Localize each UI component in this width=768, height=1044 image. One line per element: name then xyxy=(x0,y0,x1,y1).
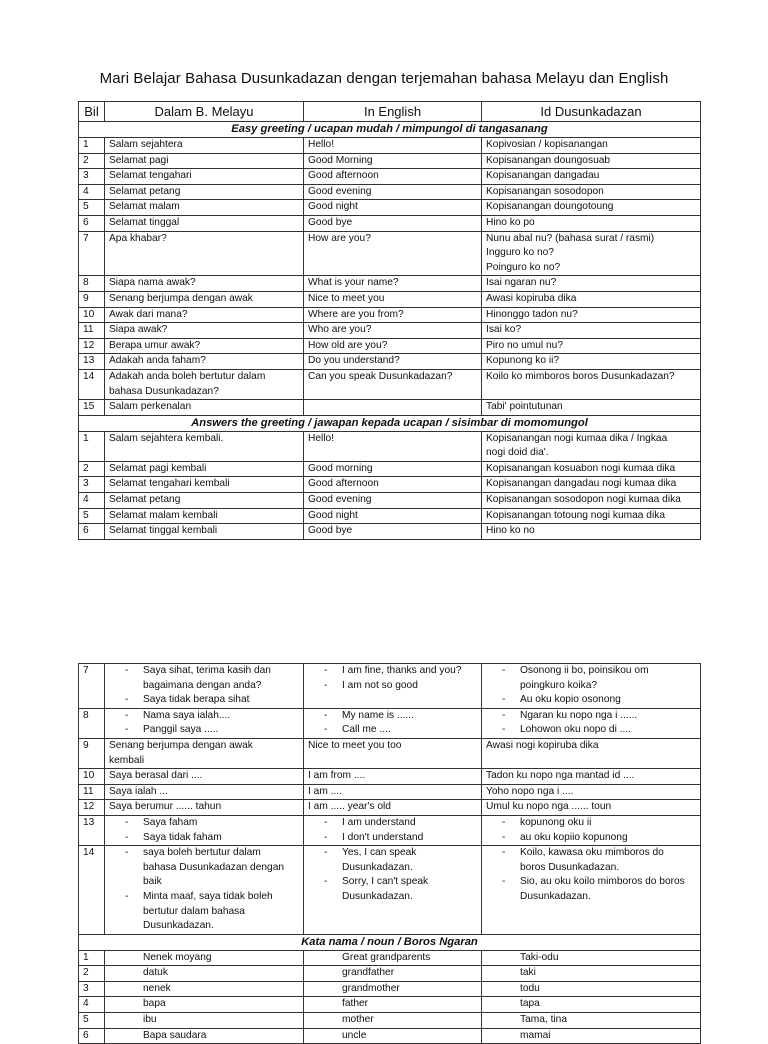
table-row xyxy=(79,769,701,785)
cell-melayu: Nenek moyang xyxy=(105,950,304,966)
cell-bil: 11 xyxy=(79,323,105,339)
bullet-item: - Ngaran ku nopo nga i ...... xyxy=(486,709,696,724)
cell-dusun xyxy=(482,708,701,738)
bullet-item: - Panggil saya ..... xyxy=(109,723,299,738)
cell-melayu: Selamat pagi kembali xyxy=(105,461,304,477)
cell-bil: 2 xyxy=(79,461,105,477)
cell-bil: 13 xyxy=(79,354,105,370)
cell-dusun: Awasi nogi kopiruba dika xyxy=(482,738,701,768)
cell-dusun: todu xyxy=(482,981,701,997)
table-row xyxy=(79,784,701,800)
greeting-table xyxy=(78,101,701,540)
cell-melayu: Senang berjumpa dengan awak xyxy=(105,291,304,307)
cell-english: How old are you? xyxy=(304,338,482,354)
cell-melayu: Selamat pagi xyxy=(105,153,304,169)
cell-bil: 8 xyxy=(79,708,105,738)
bullet-item: - kopunong oku ii xyxy=(486,816,696,831)
cell-english: I am ..... year's old xyxy=(304,800,482,816)
bullet-item: - Saya faham xyxy=(109,816,299,831)
cell-bil: 6 xyxy=(79,524,105,540)
cell-dusun: Tama, tina xyxy=(482,1013,701,1029)
cell-melayu: datuk xyxy=(105,966,304,982)
cell-english: Do you understand? xyxy=(304,354,482,370)
table-row xyxy=(79,276,701,292)
cell-bil: 5 xyxy=(79,508,105,524)
cell-dusun: Umul ku nopo nga ...... toun xyxy=(482,800,701,816)
cell-melayu: Selamat tinggal kembali xyxy=(105,524,304,540)
cell-melayu: Selamat tinggal xyxy=(105,215,304,231)
cell-english: Good afternoon xyxy=(304,169,482,185)
cell-bil: 4 xyxy=(79,493,105,509)
cell-english: Good night xyxy=(304,508,482,524)
table-row xyxy=(79,169,701,185)
header-row xyxy=(79,102,701,122)
cell-melayu xyxy=(105,846,304,935)
cell-english: Good Morning xyxy=(304,153,482,169)
cell-melayu xyxy=(105,369,304,399)
table-row xyxy=(79,431,701,461)
bullet-item: - I am fine, thanks and you? xyxy=(308,664,477,679)
table-row xyxy=(79,215,701,231)
cell-melayu: nenek xyxy=(105,981,304,997)
cell-melayu: Adakah anda faham? xyxy=(105,354,304,370)
cell-bil: 1 xyxy=(79,950,105,966)
table-row xyxy=(79,815,701,845)
cell-dusun: Kopisanangan dangadau xyxy=(482,169,701,185)
table-row xyxy=(79,997,701,1013)
cell-melayu: Selamat malam xyxy=(105,200,304,216)
cell-english: Where are you from? xyxy=(304,307,482,323)
cell-melayu: Siapa awak? xyxy=(105,323,304,339)
bullet-item: - Lohowon oku nopo di .... xyxy=(486,723,696,738)
cell-english: Good morning xyxy=(304,461,482,477)
cell-melayu xyxy=(105,708,304,738)
section-row xyxy=(79,122,701,138)
cell-bil: 11 xyxy=(79,784,105,800)
cell-english: Hello! xyxy=(304,138,482,154)
table-row xyxy=(79,477,701,493)
bullet-item: - Au oku kopio osonong xyxy=(486,693,696,708)
cell-bil: 12 xyxy=(79,800,105,816)
table-row xyxy=(79,708,701,738)
cell-bil: 15 xyxy=(79,400,105,416)
table-row xyxy=(79,981,701,997)
cell-dusun: Kopisanangan totoung nogi kumaa dika xyxy=(482,508,701,524)
cell-bil: 8 xyxy=(79,276,105,292)
cell-english: Good bye xyxy=(304,215,482,231)
table-row xyxy=(79,966,701,982)
cell-melayu xyxy=(105,738,304,768)
cell-dusun: Koilo ko mimboros boros Dusunkadazan? xyxy=(482,369,701,399)
cell-dusun: Yoho nopo nga i .... xyxy=(482,784,701,800)
cell-english xyxy=(304,664,482,709)
cell-bil: 10 xyxy=(79,307,105,323)
section-row xyxy=(79,934,701,950)
cell-english: Hello! xyxy=(304,431,482,461)
cell-melayu: Apa khabar? xyxy=(105,231,304,276)
cell-bil: 2 xyxy=(79,153,105,169)
table-row xyxy=(79,338,701,354)
cell-melayu: Awak dari mana? xyxy=(105,307,304,323)
cell-english: What is your name? xyxy=(304,276,482,292)
cell-bil: 5 xyxy=(79,200,105,216)
cell-english: Good afternoon xyxy=(304,477,482,493)
cell-line: Senang berjumpa dengan awak xyxy=(109,739,253,751)
cell-bil: 7 xyxy=(79,664,105,709)
cell-dusun: taki xyxy=(482,966,701,982)
section-row xyxy=(79,415,701,431)
cell-english: Can you speak Dusunkadazan? xyxy=(304,369,482,399)
cell-dusun: Kopisanangan dangadau nogi kumaa dika xyxy=(482,477,701,493)
table-row xyxy=(79,846,701,935)
bullet-item: - Minta maaf, saya tidak boleh bertutur dalam bahasa Dusunkadazan. xyxy=(109,890,299,934)
cell-dusun: Kopisanangan doungotoung xyxy=(482,200,701,216)
cell-melayu: bapa xyxy=(105,997,304,1013)
table-row xyxy=(79,323,701,339)
cell-dusun: tapa xyxy=(482,997,701,1013)
cell-line: nogi doid dia'. xyxy=(486,447,549,459)
table-row xyxy=(79,1028,701,1044)
cell-dusun: Hinonggo tadon nu? xyxy=(482,307,701,323)
section-greeting: Easy greeting / ucapan mudah / mimpungol di tangasanang xyxy=(79,122,701,138)
cell-bil: 4 xyxy=(79,184,105,200)
page-title: Mari Belajar Bahasa Dusunkadazan dengan terjemahan bahasa Melayu dan English xyxy=(99,70,669,87)
bullet-item: - I don't understand xyxy=(308,831,477,846)
cell-bil: 6 xyxy=(79,215,105,231)
table-row xyxy=(79,307,701,323)
cell-bil: 12 xyxy=(79,338,105,354)
section-noun: Kata nama / noun / Boros Ngaran xyxy=(79,934,701,950)
bullet-item: - Saya sihat, terima kasih dan bagaimana dengan anda? xyxy=(109,664,299,693)
cell-melayu: ibu xyxy=(105,1013,304,1029)
cell-dusun: Kopunong ko ii? xyxy=(482,354,701,370)
cell-melayu: Salam sejahtera kembali. xyxy=(105,431,304,461)
bullet-item: - I am understand xyxy=(308,816,477,831)
cell-english: father xyxy=(304,997,482,1013)
cell-line: kembali xyxy=(109,754,145,766)
cell-english: Great grandparents xyxy=(304,950,482,966)
cell-melayu: Selamat petang xyxy=(105,493,304,509)
cell-bil: 7 xyxy=(79,231,105,276)
cell-bil: 9 xyxy=(79,291,105,307)
table-row xyxy=(79,950,701,966)
table-row xyxy=(79,738,701,768)
header-dusun: Id Dusunkadazan xyxy=(482,102,701,122)
cell-english: Nice to meet you xyxy=(304,291,482,307)
cell-melayu: Salam sejahtera xyxy=(105,138,304,154)
table-row xyxy=(79,1013,701,1029)
bullet-item: - saya boleh bertutur dalam bahasa Dusunkadazan dengan baik xyxy=(109,846,299,890)
table-row xyxy=(79,800,701,816)
table-row xyxy=(79,400,701,416)
cell-bil: 9 xyxy=(79,738,105,768)
cell-dusun xyxy=(482,846,701,935)
cell-english: uncle xyxy=(304,1028,482,1044)
cell-dusun: Taki-odu xyxy=(482,950,701,966)
bullet-item: - Saya tidak berapa sihat xyxy=(109,693,299,708)
cell-english: mother xyxy=(304,1013,482,1029)
cell-bil: 3 xyxy=(79,981,105,997)
cell-dusun: Hino ko po xyxy=(482,215,701,231)
cell-bil: 1 xyxy=(79,431,105,461)
header-bil: Bil xyxy=(79,102,105,122)
table-row xyxy=(79,354,701,370)
header-english: In English xyxy=(304,102,482,122)
cell-bil: 13 xyxy=(79,815,105,845)
cell-dusun: Isai ko? xyxy=(482,323,701,339)
cell-dusun: mamai xyxy=(482,1028,701,1044)
cell-english: Good night xyxy=(304,200,482,216)
cell-dusun: Tabi' pointutunan xyxy=(482,400,701,416)
table-row xyxy=(79,200,701,216)
cell-bil: 4 xyxy=(79,997,105,1013)
cell-dusun: Kopisanangan sosodopon xyxy=(482,184,701,200)
cell-melayu: Selamat petang xyxy=(105,184,304,200)
cell-dusun: Awasi kopiruba dika xyxy=(482,291,701,307)
cell-english xyxy=(304,708,482,738)
cell-dusun: Piro no umul nu? xyxy=(482,338,701,354)
cell-dusun xyxy=(482,431,701,461)
cell-bil: 3 xyxy=(79,169,105,185)
cell-melayu: Siapa nama awak? xyxy=(105,276,304,292)
cell-english: grandmother xyxy=(304,981,482,997)
table-row xyxy=(79,153,701,169)
table-row xyxy=(79,369,701,399)
cell-dusun xyxy=(482,231,701,276)
cell-bil: 10 xyxy=(79,769,105,785)
bullet-item: - Osonong ii bo, poinsikou om poingkuro koika? xyxy=(486,664,696,693)
cell-melayu: Saya ialah ... xyxy=(105,784,304,800)
table-row xyxy=(79,493,701,509)
cell-bil: 1 xyxy=(79,138,105,154)
cell-bil: 6 xyxy=(79,1028,105,1044)
cell-english xyxy=(304,846,482,935)
table-row xyxy=(79,184,701,200)
cell-english: Good evening xyxy=(304,493,482,509)
cell-bil: 14 xyxy=(79,369,105,399)
cell-bil: 3 xyxy=(79,477,105,493)
cell-english: Nice to meet you too xyxy=(304,738,482,768)
cell-english: Who are you? xyxy=(304,323,482,339)
cell-dusun: Kopivosian / kopisanangan xyxy=(482,138,701,154)
cell-dusun: Kopisanangan kosuabon nogi kumaa dika xyxy=(482,461,701,477)
bullet-item: - au oku kopiio kopunong xyxy=(486,831,696,846)
continuation-table xyxy=(78,663,701,1044)
cell-melayu: Saya berasal dari .... xyxy=(105,769,304,785)
bullet-item: - I am not so good xyxy=(308,679,477,694)
header-melayu: Dalam B. Melayu xyxy=(105,102,304,122)
cell-dusun: Isai ngaran nu? xyxy=(482,276,701,292)
cell-melayu: Selamat malam kembali xyxy=(105,508,304,524)
cell-melayu xyxy=(105,815,304,845)
bullet-item: - Call me .... xyxy=(308,723,477,738)
cell-dusun xyxy=(482,815,701,845)
cell-melayu: Selamat tengahari xyxy=(105,169,304,185)
cell-line: Ingguro ko no? xyxy=(486,247,554,259)
table-row xyxy=(79,231,701,276)
cell-english: I am from .... xyxy=(304,769,482,785)
table-row xyxy=(79,291,701,307)
cell-dusun: Kopisanangan doungosuab xyxy=(482,153,701,169)
bullet-item: - Saya tidak faham xyxy=(109,831,299,846)
section-answers: Answers the greeting / jawapan kepada ucapan / sisimbar di momomungol xyxy=(79,415,701,431)
table-row xyxy=(79,508,701,524)
cell-english: How are you? xyxy=(304,231,482,276)
bullet-item: - Koilo, kawasa oku mimboros do boros Dusunkadazan. xyxy=(486,846,696,875)
cell-bil: 2 xyxy=(79,966,105,982)
cell-melayu xyxy=(105,664,304,709)
cell-dusun: Hino ko no xyxy=(482,524,701,540)
cell-english xyxy=(304,400,482,416)
cell-melayu: Salam perkenalan xyxy=(105,400,304,416)
cell-english: Good evening xyxy=(304,184,482,200)
bullet-item: - Nama saya ialah.... xyxy=(109,709,299,724)
cell-line: Nunu abal nu? (bahasa surat / rasmi) xyxy=(486,232,655,244)
cell-bil: 5 xyxy=(79,1013,105,1029)
table-row xyxy=(79,138,701,154)
cell-english: Good bye xyxy=(304,524,482,540)
cell-line: bahasa Dusunkadazan? xyxy=(109,385,219,397)
cell-line: Poinguro ko no? xyxy=(486,261,561,273)
cell-melayu: Bapa saudara xyxy=(105,1028,304,1044)
table-row xyxy=(79,524,701,540)
cell-english: I am .... xyxy=(304,784,482,800)
cell-english: grandfather xyxy=(304,966,482,982)
bullet-item: - Sorry, I can't speak Dusunkadazan. xyxy=(308,875,477,904)
cell-line: Kopisanangan nogi kumaa dika / Ingkaa xyxy=(486,432,668,444)
cell-english xyxy=(304,815,482,845)
cell-dusun: Kopisanangan sosodopon nogi kumaa dika xyxy=(482,493,701,509)
cell-melayu: Saya berumur ...... tahun xyxy=(105,800,304,816)
bullet-item: - Sio, au oku koilo mimboros do boros Dusunkadazan. xyxy=(486,875,696,904)
cell-line: Adakah anda boleh bertutur dalam xyxy=(109,370,266,382)
table-row xyxy=(79,461,701,477)
bullet-item: - My name is ...... xyxy=(308,709,477,724)
cell-bil: 14 xyxy=(79,846,105,935)
cell-melayu: Berapa umur awak? xyxy=(105,338,304,354)
cell-dusun: Tadon ku nopo nga mantad id .... xyxy=(482,769,701,785)
cell-melayu: Selamat tengahari kembali xyxy=(105,477,304,493)
table-row xyxy=(79,664,701,709)
bullet-item: - Yes, I can speak Dusunkadazan. xyxy=(308,846,477,875)
cell-dusun xyxy=(482,664,701,709)
